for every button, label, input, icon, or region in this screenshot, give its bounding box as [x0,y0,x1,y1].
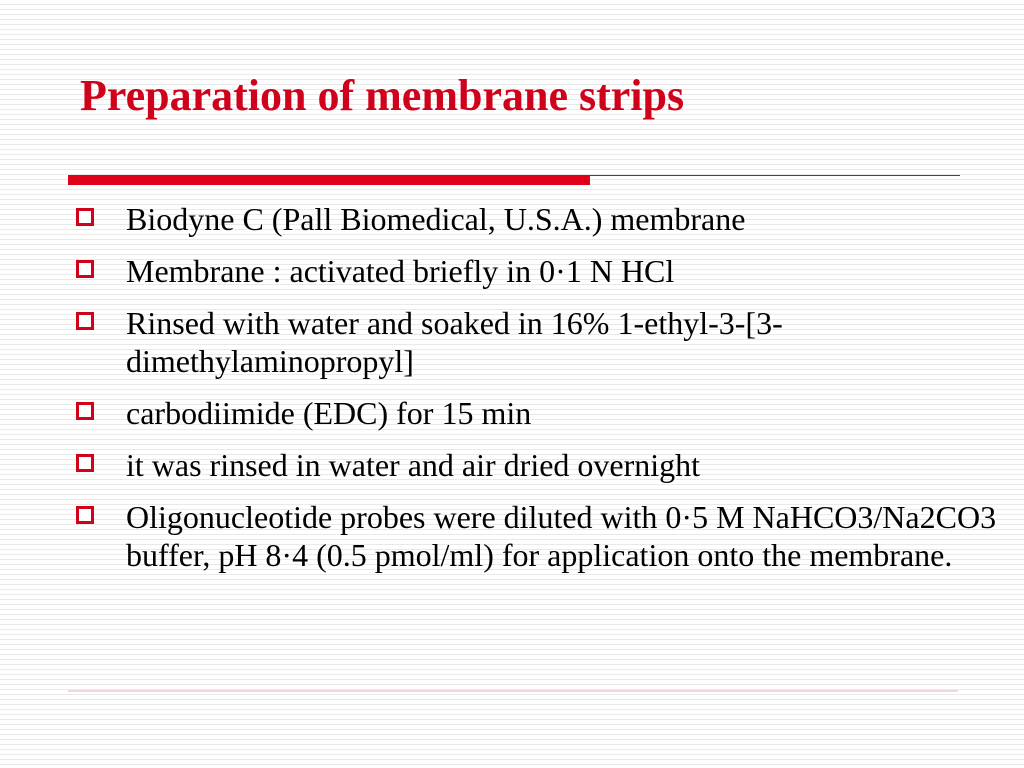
bullet-text: Biodyne C (Pall Biomedical, U.S.A.) membrane [126,201,746,237]
bullet-text: carbodiimide (EDC) for 15 min [126,395,532,431]
bullet-list [76,200,1016,588]
hollow-square-icon [76,454,94,472]
bullet-text: Membrane : activated briefly in 0·1 N HCl [126,253,675,289]
bullet-text: it was rinsed in water and air dried overnight [126,447,701,483]
hollow-square-icon [76,506,94,524]
hollow-square-icon [76,208,94,226]
list-item [76,200,1016,238]
list-item [76,252,1016,290]
bullet-text: Rinsed with water and soaked in 16% 1-ethyl-3-[3-dimethylaminopropyl] [126,305,783,379]
list-item [76,394,1016,432]
footer-divider [68,690,958,692]
hollow-square-icon [76,402,94,420]
slide-title: Preparation of membrane strips [80,71,685,120]
hollow-square-icon [76,260,94,278]
title-underline-thick [68,175,590,185]
list-item [76,498,1016,574]
hollow-square-icon [76,312,94,330]
bullet-text: Oligonucleotide probes were diluted with 0·5 M NaHCO3/Na2CO3 buffer, pH 8·4 (0.5 pmol/ml) for application onto the membrane. [126,499,997,573]
title-underline-thin [590,175,960,176]
list-item [76,304,1016,380]
list-item [76,446,1016,484]
